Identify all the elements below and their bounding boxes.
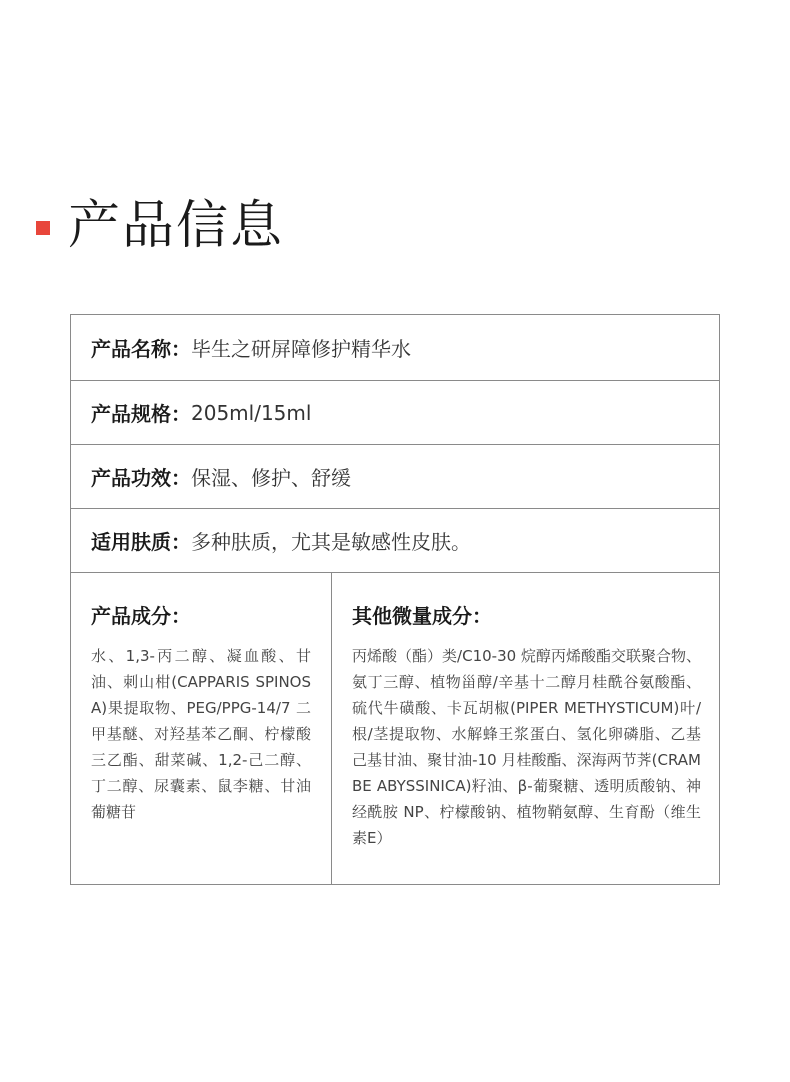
main-ingredients-cell [71,573,332,884]
other-ingredients-text: 丙烯酸（酯）类/C10-30 烷醇丙烯酸酯交联聚合物、氨丁三醇、植物甾醇/辛基十二醇月桂酰谷氨酸酯、硫代牛磺酸、卡瓦胡椒(PIPER METHYSTICUM)叶/根/茎提取物、水解蜂王浆蛋白、氢化卵磷脂、乙基己基甘油、聚甘油-10 月桂酸酯、深海两节荠(CRAMBE ABYSSINICA)籽油、β-葡聚糖、透明质酸钠、神经酰胺 NP、柠檬酸钠、植物鞘氨醇、生育酚（维生素E） [352,647,701,847]
info-label: 产品规格： [91,402,191,426]
info-row-skin-type [71,509,719,573]
page-title: 产品信息 [68,196,285,256]
product-info-table [70,314,720,885]
other-ingredients-heading: 其他微量成分： [352,604,492,628]
info-label: 产品功效： [91,466,191,490]
main-ingredients-heading: 产品成分： [91,604,191,628]
info-value: 205ml/15ml [191,400,312,425]
info-value: 毕生之研屏障修护精华水 [191,337,411,361]
title-marker [36,221,50,235]
ingredients-section [71,573,719,884]
info-label: 适用肤质： [91,530,191,554]
info-row-specification [71,381,719,445]
info-row-efficacy [71,445,719,509]
info-value: 多种肤质，尤其是敏感性皮肤。 [191,530,471,554]
other-ingredients-cell [332,573,719,884]
info-label: 产品名称： [91,337,191,361]
info-value: 保湿、修护、舒缓 [191,466,351,490]
main-ingredients-text: 水、1,3-丙二醇、凝血酸、甘油、刺山柑(CAPPARIS SPINOSA)果提取物、PEG/PPG-14/7 二甲基醚、对羟基苯乙酮、柠檬酸三乙酯、甜菜碱、1,2-己二醇、丁二醇、尿囊素、鼠李糖、甘油葡糖苷 [91,647,311,821]
info-row-product-name [71,315,719,381]
